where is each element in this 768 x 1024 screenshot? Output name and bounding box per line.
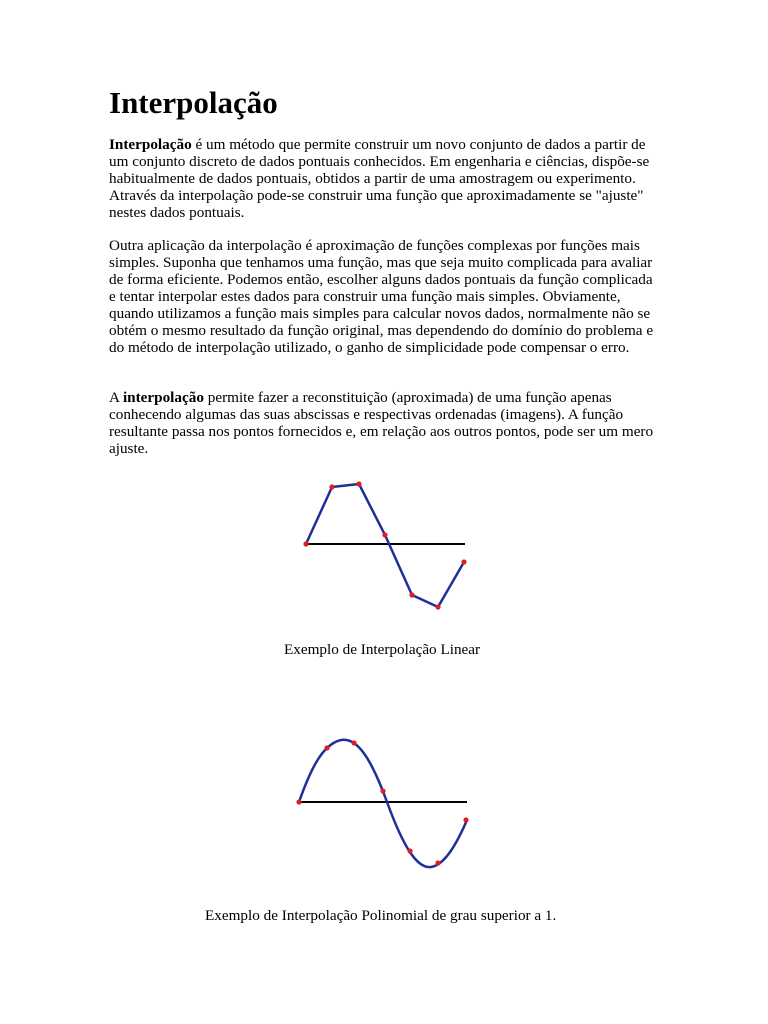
polynomial-data-point [324, 745, 329, 750]
linear-data-points [303, 481, 466, 609]
reconstruction-term: interpolação [122, 389, 204, 406]
reconstruction-paragraph [109, 389, 662, 457]
intro-term: Interpolação [109, 136, 192, 153]
linear-data-point [409, 592, 414, 597]
approximation-paragraph: Outra aplicação da interpolação é aproximação de funções complexas por funções mais simples. Suponha que tenhamos uma função, mas que seja muito complicada para avaliar de forma eficiente. Podemos então, escolher alguns dados pontuais da função complicada e tentar interpolar estes dados para construir uma função mais simples. Obviamente, quando utilizamos a função mais simples para calcular novos dados, normalmente não se obtém o mesmo resultado da função original, mas dependendo do domínio do problema e do método de interpolação utilizado, o ganho de simplicidade pode compensar o erro. [109, 237, 654, 356]
polynomial-smooth-curve [299, 740, 467, 867]
polynomial-data-point [296, 799, 301, 804]
polynomial-data-point [407, 848, 412, 853]
polynomial-interpolation-graph [277, 710, 485, 886]
linear-piecewise-curve [306, 484, 464, 607]
linear-data-point [461, 559, 466, 564]
linear-interpolation-graph [286, 471, 484, 624]
linear-data-point [329, 484, 334, 489]
reconstruction-prefix: A [109, 389, 123, 406]
polynomial-data-point [380, 788, 385, 793]
polynomial-figure-caption: Exemplo de Interpolação Polinomial de grau superior a 1. [205, 907, 557, 924]
linear-data-point [382, 532, 387, 537]
linear-data-point [356, 481, 361, 486]
polynomial-data-point [351, 740, 356, 745]
intro-text: é um método que permite construir um novo conjunto de dados a partir de um conjunto discreto de dados pontuais conhecidos. Em engenharia e ciências, dispõe-se habitualmente de dados pontuais, obtidos a partir de uma amostragem ou experimento. Através da interpolação pode-se construir uma função que aproximadamente se "ajuste" nestes dados pontuais. [109, 136, 650, 221]
intro-paragraph [109, 136, 662, 221]
page-title: Interpolação [109, 85, 278, 120]
polynomial-data-point [463, 817, 468, 822]
linear-data-point [435, 604, 440, 609]
polynomial-interpolation-figure [277, 710, 485, 886]
polynomial-data-point [435, 860, 440, 865]
linear-interpolation-figure [286, 471, 484, 624]
reconstruction-text: permite fazer a reconstituição (aproximada) de uma função apenas conhecendo algumas das suas abscissas e respectivas ordenadas (imagens). A função resultante passa nos pontos fornecidos e, em relação aos outros pontos, pode ser um mero ajuste. [109, 389, 654, 457]
linear-data-point [303, 541, 308, 546]
linear-figure-caption: Exemplo de Interpolação Linear [284, 641, 481, 658]
